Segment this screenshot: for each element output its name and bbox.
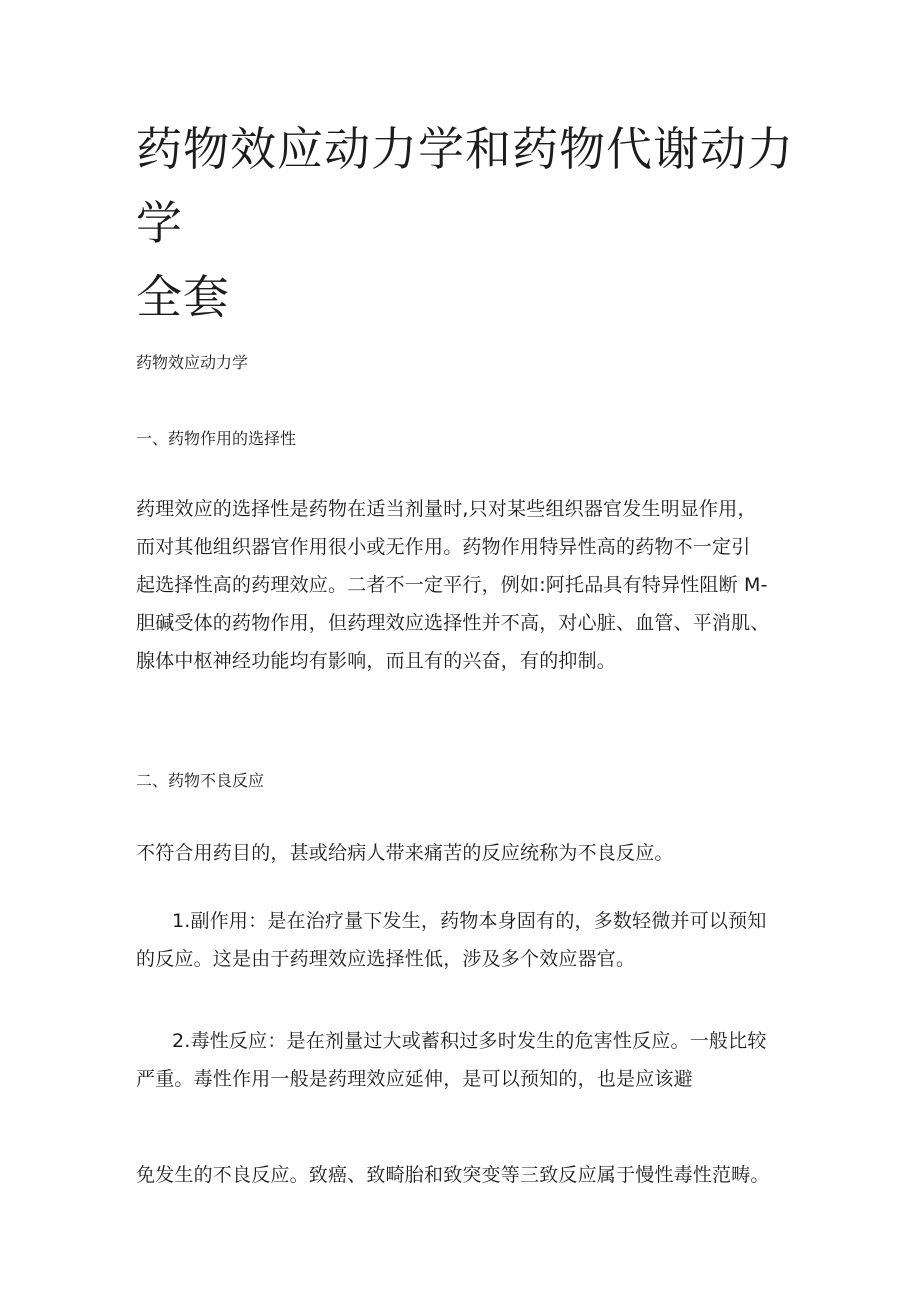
paragraph-line: 不符合用药目的，甚或给病人带来痛苦的反应统称为不良反应。 <box>136 842 674 864</box>
section-1-paragraph <box>136 490 796 680</box>
title-line-2: 全套 <box>136 270 230 324</box>
paragraph-line: 1.副作用：是在治疗量下发生，药物本身固有的，多数轻微并可以预知 <box>172 910 767 932</box>
section-2-heading: 二、药物不良反应 <box>136 771 265 790</box>
paragraph-line: 2.毒性反应：是在剂量过大或蓄积过多时发生的危害性反应。一般比较 <box>172 1030 767 1052</box>
document-title <box>136 112 816 334</box>
paragraph-line: 起选择性高的药理效应。二者不一定平行，例如:阿托品具有特异性阻断 M- <box>136 574 768 596</box>
paragraph-line: 免发生的不良反应。致癌、致畸胎和致突变等三致反应属于慢性毒性范畴。 <box>136 1164 770 1186</box>
paragraph-line: 严重。毒性作用一般是药理效应延伸，是可以预知的，也是应该避 <box>136 1068 693 1090</box>
paragraph-line: 的反应。这是由于药理效应选择性低，涉及多个效应器官。 <box>136 948 636 970</box>
paragraph-line: 腺体中枢神经功能均有影响，而且有的兴奋，有的抑制。 <box>136 650 617 672</box>
continuation-paragraph <box>136 1156 796 1194</box>
title-line-1: 药物效应动力学和药物代谢动力学 <box>136 122 794 250</box>
section-2-intro <box>136 834 796 872</box>
paragraph-line: 而对其他组织器官作用很小或无作用。药物作用特异性高的药物不一定引 <box>136 536 751 558</box>
paragraph-line: 药理效应的选择性是药物在适当剂量时,只对某些组织器官发生明显作用， <box>136 498 757 520</box>
side-effect-paragraph <box>136 902 796 978</box>
toxic-reaction-paragraph <box>136 1022 796 1098</box>
section-1-heading: 一、药物作用的选择性 <box>136 429 297 448</box>
paragraph-line: 胆碱受体的药物作用，但药理效应选择性并不高，对心脏、血管、平消肌、 <box>136 612 770 634</box>
document-subtitle: 药物效应动力学 <box>136 353 249 372</box>
